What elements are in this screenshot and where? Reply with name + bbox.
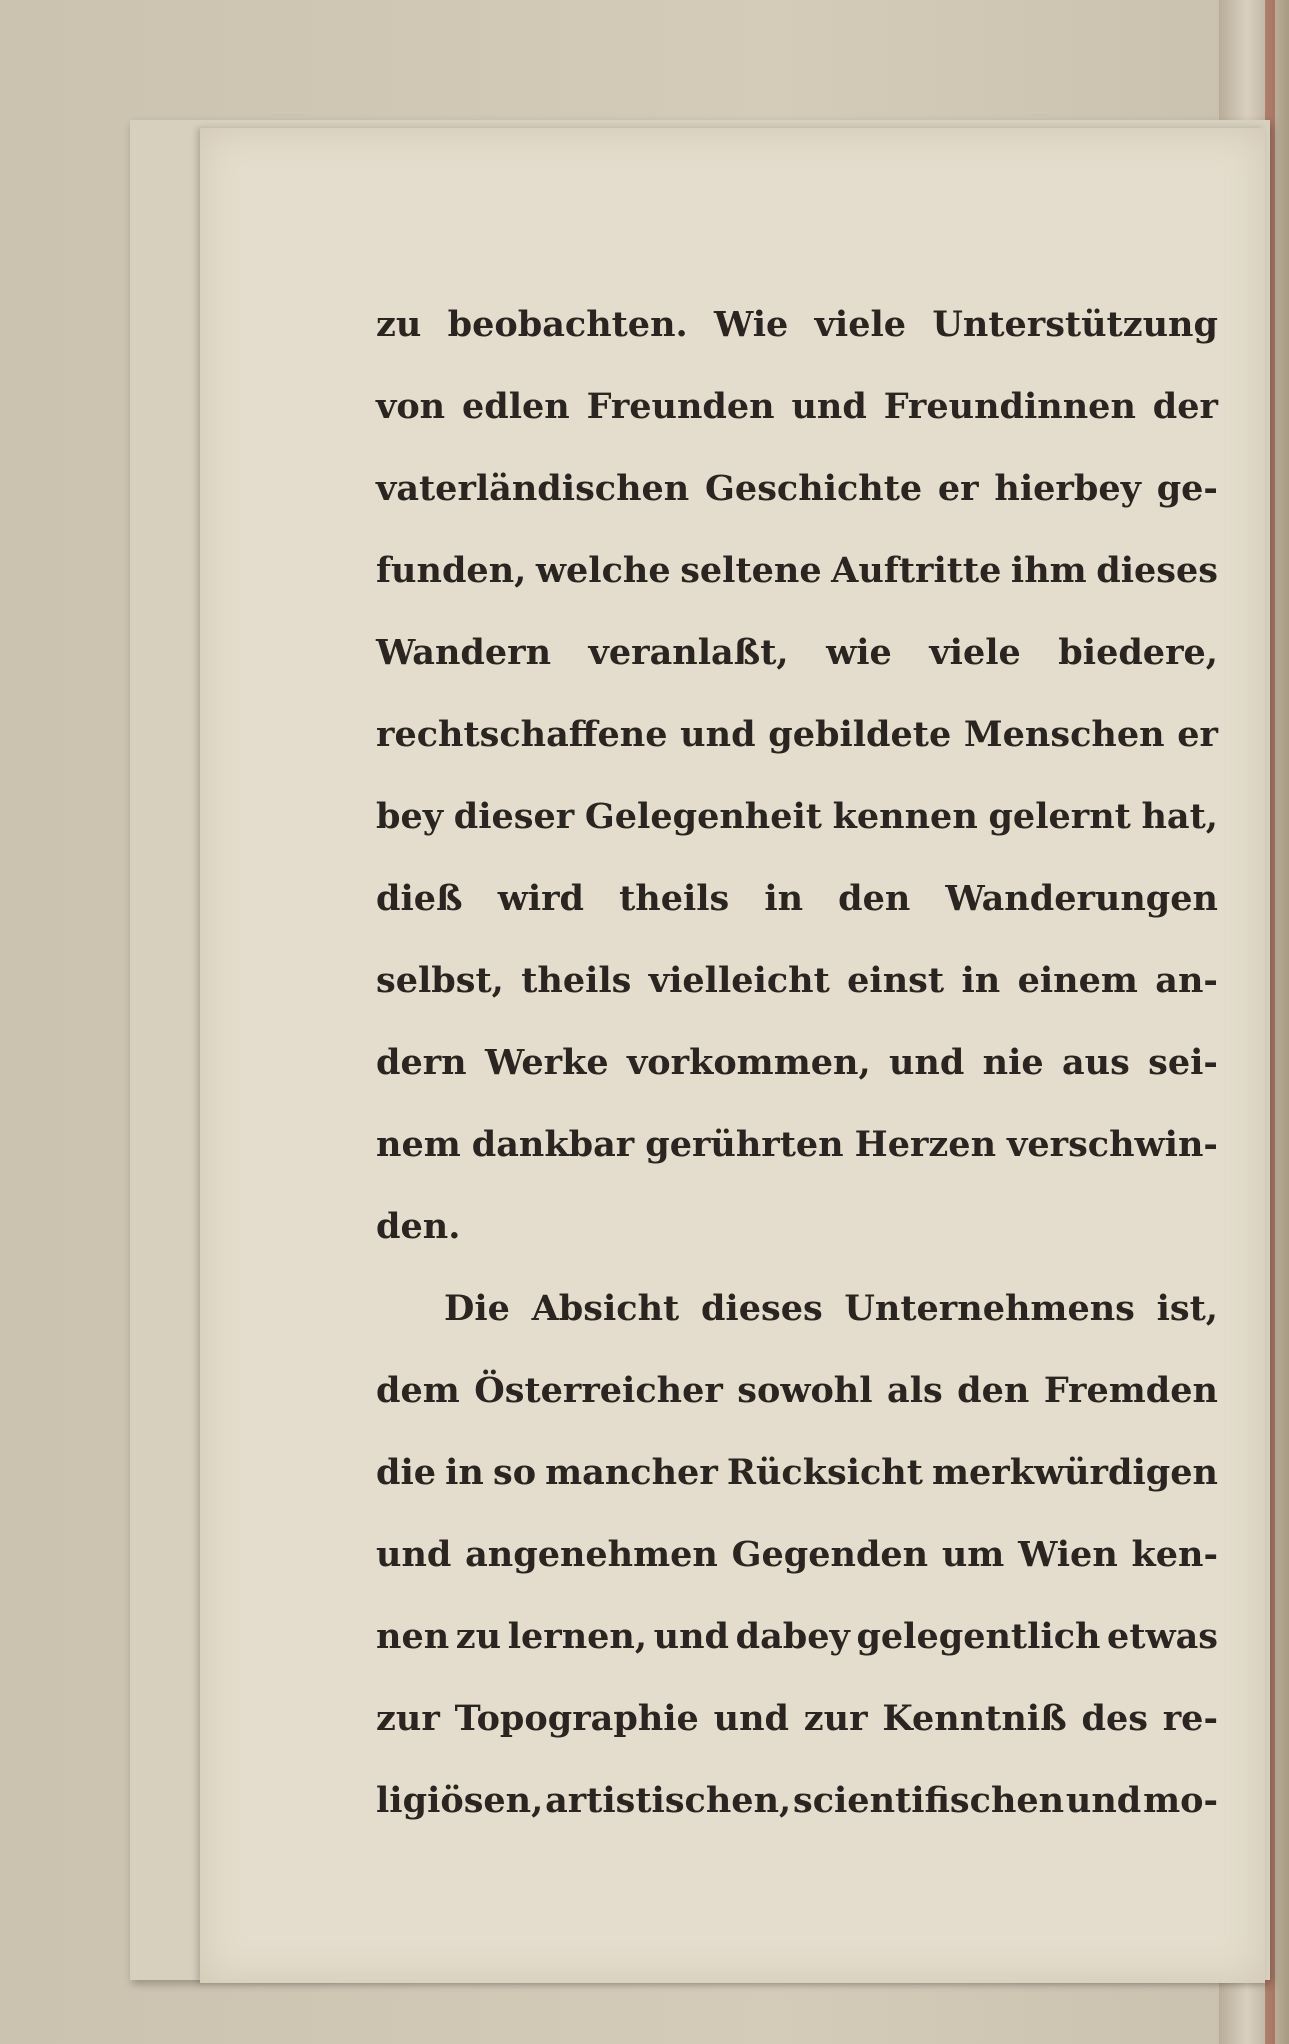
book-page bbox=[200, 128, 1265, 1983]
text-line: ligiösen, artistischen, scientifischen und mo- bbox=[376, 1780, 1218, 1821]
text-line: dern Werke vorkommen, und nie aus sei- bbox=[376, 1042, 1218, 1083]
text-line: den. bbox=[376, 1206, 461, 1247]
text-line: funden, welche seltene Auftritte ihm dieses bbox=[376, 550, 1218, 591]
text-line: selbst, theils vielleicht einst in einem an- bbox=[376, 960, 1218, 1001]
text-line: bey dieser Gelegenheit kennen gelernt hat, bbox=[376, 796, 1218, 837]
text-line: dem Österreicher sowohl als den Fremden bbox=[376, 1370, 1218, 1411]
text-line: dieß wird theils in den Wanderungen bbox=[376, 878, 1218, 919]
text-line: vaterländischen Geschichte er hierbey ge- bbox=[376, 468, 1218, 509]
text-line: nem dankbar gerührten Herzen verschwin- bbox=[376, 1124, 1218, 1165]
text-line: von edlen Freunden und Freundinnen der bbox=[376, 386, 1218, 427]
text-line: die in so mancher Rücksicht merkwürdigen bbox=[376, 1452, 1218, 1493]
text-line: zu beobachten. Wie viele Unterstützung bbox=[376, 304, 1218, 345]
text-line: rechtschaffene und gebildete Menschen er bbox=[376, 714, 1218, 755]
body-text bbox=[376, 284, 1218, 1842]
text-line: nen zu lernen, und dabey gelegentlich etwas bbox=[376, 1616, 1218, 1657]
text-line: Die Absicht dieses Unternehmens ist, bbox=[444, 1288, 1218, 1329]
text-line: Wandern veranlaßt, wie viele biedere, bbox=[376, 632, 1218, 673]
text-line: zur Topographie und zur Kenntniß des re- bbox=[376, 1698, 1218, 1739]
text-line: und angenehmen Gegenden um Wien ken- bbox=[376, 1534, 1218, 1575]
